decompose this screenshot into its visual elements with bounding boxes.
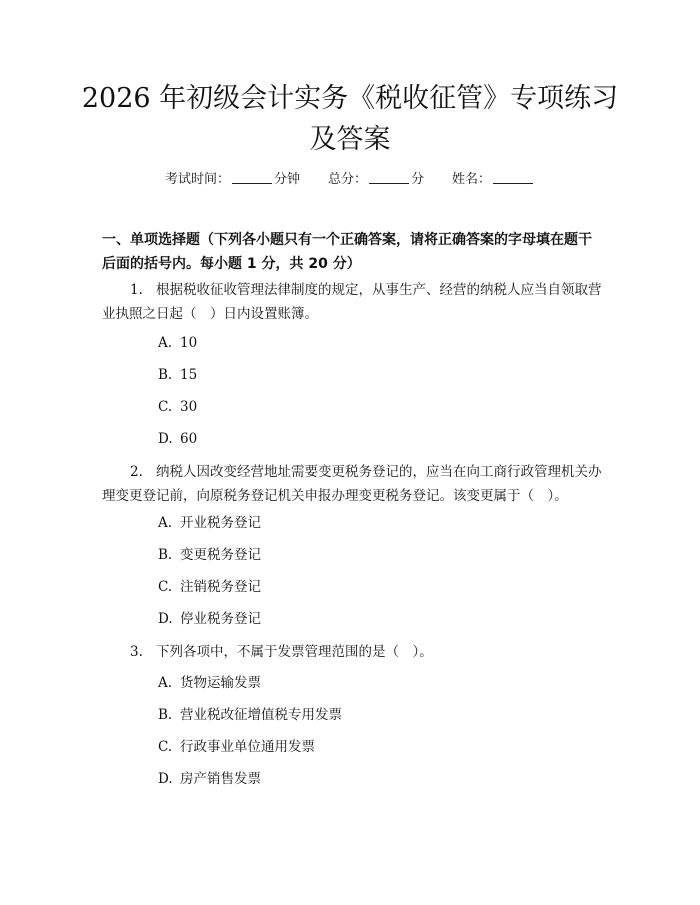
question-2-option-c: C. 注销税务登记 — [158, 579, 261, 595]
total-score-field — [328, 168, 424, 187]
section-1-heading: 一、单项选择题（下列各小题只有一个正确答案，请将正确答案的字母填在题干后面的括号内。每小题 1 分，共 20 分） — [102, 232, 592, 272]
exam-time-label: 考试时间： — [164, 172, 230, 187]
question-3-number: 3. — [130, 644, 143, 660]
question-3-option-b: B. 营业税改征增值税专用发票 — [158, 707, 342, 723]
total-score-unit: 分 — [411, 172, 425, 187]
exam-time-unit: 分钟 — [273, 172, 300, 187]
question-1-number: 1. — [130, 282, 143, 298]
question-3-option-d: D. 房产销售发票 — [158, 771, 261, 787]
question-3-option-c: C. 行政事业单位通用发票 — [158, 739, 315, 755]
question-2 — [102, 460, 602, 508]
title-line-2: 及答案 — [309, 124, 391, 155]
title-line-1: 2026 年初级会计实务《税收征管》专项练习 — [81, 83, 619, 114]
question-3-text: 下列各项中，不属于发票管理范围的是（ ）。 — [156, 644, 433, 660]
question-1-option-c: C. 30 — [158, 399, 198, 415]
question-2-number: 2. — [130, 464, 143, 480]
question-1 — [102, 278, 602, 326]
name-field — [452, 168, 535, 187]
total-score-blank — [369, 171, 409, 184]
exam-info-row — [0, 168, 700, 187]
question-2-option-b: B. 变更税务登记 — [158, 547, 261, 563]
total-score-label: 总分： — [327, 172, 367, 187]
exam-time-field — [165, 168, 300, 187]
question-1-text: 根据税收征收管理法律制度的规定，从事生产、经营的纳税人应当自领取营业执照之日起（ ）日内设置账簿。 — [102, 282, 602, 322]
name-blank — [493, 171, 533, 184]
question-1-option-d: D. 60 — [158, 431, 198, 447]
question-1-option-b: B. 15 — [158, 367, 198, 383]
question-3 — [102, 640, 602, 664]
question-2-option-d: D. 停业税务登记 — [158, 611, 261, 627]
document-title — [50, 78, 650, 160]
question-2-text: 纳税人因改变经营地址需要变更税务登记的，应当在向工商行政管理机关办理变更登记前，向原税务登记机关申报办理变更税务登记。该变更属于（ ）。 — [102, 464, 602, 504]
question-2-option-a: A. 开业税务登记 — [158, 515, 261, 531]
question-3-option-a: A. 货物运输发票 — [158, 675, 261, 691]
question-1-option-a: A. 10 — [158, 335, 198, 351]
exam-time-blank — [232, 171, 272, 184]
name-label: 姓名： — [452, 172, 492, 187]
